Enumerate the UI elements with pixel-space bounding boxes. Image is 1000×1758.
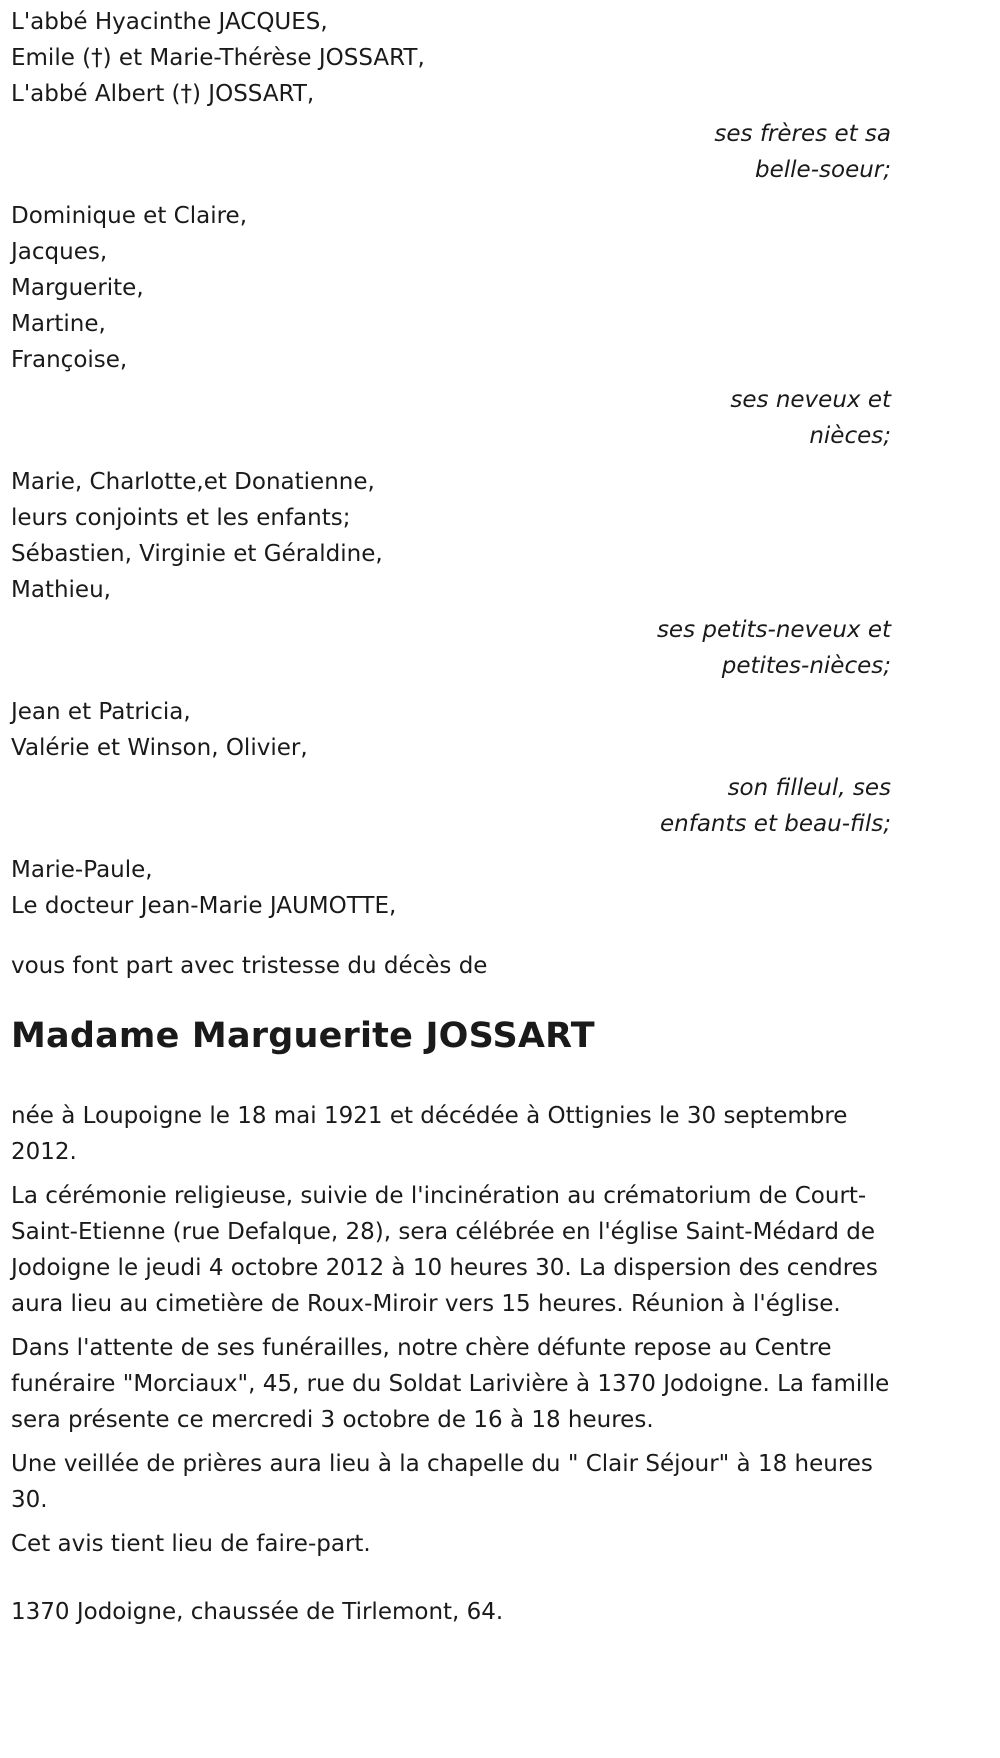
ceremony-paragraph: La cérémonie religieuse, suivie de l'incinération au crématorium de Court-Saint-Etienne (rue Defalque, 28), sera célébrée en l'église Saint-Médard de Jodoigne le jeudi 4 octobre 2012 à 10 heures 30. La dispersion des cendres aura lieu au cimetière de Roux-Miroir vers 15 heures. Réunion à l'église.: [11, 1183, 878, 1317]
family-line: Emile (†) et Marie-Thérèse JOSSART,: [11, 45, 425, 71]
birth-death-paragraph: née à Loupoigne le 18 mai 1921 et décédée à Ottignies le 30 septembre 2012.: [11, 1103, 848, 1165]
family-line: Le docteur Jean-Marie JAUMOTTE,: [11, 893, 397, 919]
family-line: Françoise,: [11, 347, 128, 373]
caption-line: belle-soeur;: [755, 157, 891, 183]
family-group-grand-nephews: [11, 464, 891, 608]
family-line: L'abbé Hyacinthe JACQUES,: [11, 9, 328, 35]
relation-caption: [11, 116, 891, 188]
relation-caption: [11, 770, 891, 842]
deceased-name: Madame Marguerite JOSSART: [11, 1016, 595, 1056]
family-line: Mathieu,: [11, 577, 111, 603]
family-line: Sébastien, Virginie et Géraldine,: [11, 541, 383, 567]
funeral-home-paragraph: Dans l'attente de ses funérailles, notre chère défunte repose au Centre funéraire "Morciaux", 45, rue du Soldat Larivière à 1370 Jodoigne. La famille sera présente ce mercredi 3 octobre de 16 à 18 heures.: [11, 1335, 890, 1433]
caption-line: ses frères et sa: [714, 121, 891, 147]
family-line: Martine,: [11, 311, 106, 337]
family-line: Marie, Charlotte,et Donatienne,: [11, 469, 375, 495]
family-line: leurs conjoints et les enfants;: [11, 505, 351, 531]
caption-line: ses neveux et: [730, 387, 891, 413]
relation-caption: [11, 382, 891, 454]
notice-paragraph: Cet avis tient lieu de faire-part.: [11, 1531, 371, 1557]
family-group-nephews: [11, 198, 891, 378]
family-group-siblings: [11, 4, 891, 112]
family-line: Marguerite,: [11, 275, 144, 301]
intro-text: vous font part avec tristesse du décès de: [11, 953, 488, 979]
family-group-others: [11, 852, 891, 924]
caption-line: son filleul, ses: [727, 775, 891, 801]
family-line: L'abbé Albert (†) JOSSART,: [11, 81, 315, 107]
caption-line: nièces;: [809, 423, 891, 449]
caption-line: ses petits-neveux et: [656, 617, 891, 643]
family-group-godson: [11, 694, 891, 766]
family-line: Jacques,: [11, 239, 108, 265]
family-line: Marie-Paule,: [11, 857, 153, 883]
family-line: Dominique et Claire,: [11, 203, 248, 229]
vigil-paragraph: Une veillée de prières aura lieu à la chapelle du " Clair Séjour" à 18 heures 30.: [11, 1451, 873, 1513]
caption-line: petites-nièces;: [721, 653, 891, 679]
death-notice: [11, 4, 891, 1630]
caption-line: enfants et beau-fils;: [660, 811, 891, 837]
family-line: Valérie et Winson, Olivier,: [11, 735, 308, 761]
family-address: 1370 Jodoigne, chaussée de Tirlemont, 64.: [11, 1599, 504, 1625]
relation-caption: [11, 612, 891, 684]
family-line: Jean et Patricia,: [11, 699, 191, 725]
